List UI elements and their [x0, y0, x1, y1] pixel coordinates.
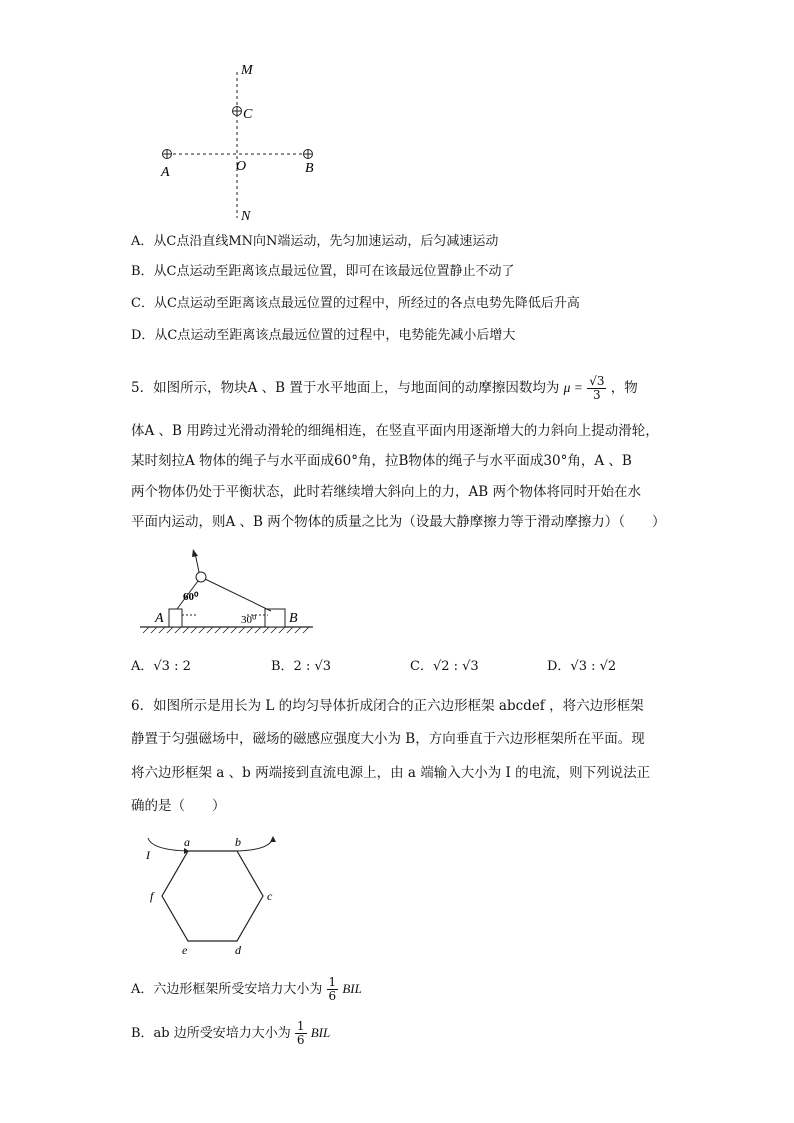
- q5-line1: [131, 375, 638, 402]
- label-vertex-b: b: [235, 835, 241, 849]
- q6-line2: 静置于匀强磁场中，磁场的磁感应强度大小为 B，方向垂直于六边形框架所在平面。现: [131, 731, 645, 747]
- block-a: [169, 609, 182, 627]
- q5-line4: 两个物体仍处于平衡状态，此时若继续增大斜向上的力，AB 两个物体将同时开始在水: [131, 484, 641, 500]
- q6-option-b-fraction: [295, 1020, 307, 1047]
- label-vertex-e: e: [182, 943, 188, 955]
- charge-b-icon: [304, 150, 313, 159]
- q5-line5: 平面内运动，则A 、B 两个物体的质量之比为（设最大静摩擦力等于滑动摩擦力）（ ）: [131, 514, 666, 530]
- label-vertex-d: d: [235, 943, 241, 955]
- q6-option-b-text: B．ab 边所受安培力大小为: [131, 1026, 291, 1041]
- q5-option-d: D．√3 : √2: [547, 659, 617, 674]
- label-n: N: [241, 209, 251, 224]
- mu-fraction: [587, 375, 606, 402]
- current-out-arrow-icon: [270, 836, 276, 842]
- q6-b-denominator: 6: [296, 1033, 305, 1047]
- mu-numerator: √3: [589, 374, 605, 388]
- q6-line1: 6．如图所示是用长为 L 的均匀导体折成闭合的正六边形框架 abcdef ，将六边形框架: [131, 698, 644, 714]
- q5-line3: 某时刻拉A 物体的绳子与水平面成60°角，拉B物体的绳子与水平面成30°角，A 、B: [131, 453, 632, 469]
- q5-line1-end: ，物: [610, 380, 638, 396]
- q6-b-numerator: 1: [296, 1019, 305, 1033]
- hexagon-frame: [162, 851, 263, 941]
- label-o: O: [236, 159, 247, 174]
- figure-pulley: [135, 545, 320, 635]
- q5-option-c: C．√2 : √3: [410, 659, 479, 674]
- angle-60: 60⁰: [183, 591, 199, 603]
- q6-line4: 确的是（ ）: [131, 798, 226, 814]
- label-block-a: A: [155, 611, 164, 626]
- label-c: C: [243, 107, 253, 122]
- q5-option-b: B．2 : √3: [271, 659, 332, 674]
- label-block-b: B: [289, 611, 298, 626]
- q5-line1-text: 5．如图所示，物块A 、B 置于水平地面上，与地面间的动摩擦因数均为: [131, 380, 560, 396]
- label-vertex-a: a: [184, 835, 190, 849]
- pulley-icon: [196, 572, 206, 582]
- mu-denominator: 3: [593, 388, 601, 402]
- figure-charges: [150, 58, 330, 228]
- q6-a-denominator: 6: [328, 989, 337, 1003]
- label-m: M: [241, 63, 253, 78]
- q4-option-c: C．从C点运动至距离该点最远位置的过程中，所经过的各点电势先降低后升高: [131, 296, 580, 311]
- angle-30: 30⁰: [241, 614, 257, 626]
- label-vertex-f: f: [150, 889, 154, 903]
- label-vertex-c: c: [267, 889, 273, 903]
- q6-option-a-fraction: [327, 976, 339, 1003]
- q6-option-a-text: A．六边形框架所受安培力大小为: [131, 982, 323, 997]
- block-b: [265, 609, 285, 627]
- q6-line3: 将六边形框架 a 、b 两端接到直流电源上，由 a 端输入大小为 I 的电流，则下列说法正: [131, 765, 651, 781]
- label-current: I: [146, 848, 150, 862]
- q6-option-b: [131, 1020, 330, 1047]
- mu-symbol: μ =: [563, 380, 583, 395]
- q4-option-a: A．从C点沿直线MN向N端运动，先匀加速运动，后匀减速运动: [131, 234, 499, 249]
- q6-option-a: [131, 976, 362, 1003]
- label-a: A: [161, 165, 170, 180]
- q6-option-a-expr: BIL: [342, 981, 362, 996]
- charge-a-icon: [163, 150, 172, 159]
- q4-option-b: B．从C点运动至距离该点最远位置，即可在该最远位置静止不动了: [131, 264, 515, 279]
- q6-option-b-expr: BIL: [310, 1025, 331, 1040]
- q5-line2: 体A 、B 用跨过光滑动滑轮的细绳相连，在竖直平面内用逐渐增大的力斜向上提动滑轮，: [131, 423, 659, 439]
- q4-option-d: D．从C点运动至距离该点最远位置的过程中，电势能先减小后增大: [131, 328, 516, 343]
- charge-c-icon: [233, 107, 242, 116]
- q6-a-numerator: 1: [328, 975, 337, 989]
- force-arrow-icon: [192, 549, 198, 557]
- label-b: B: [305, 161, 314, 176]
- figure-hexagon: [140, 830, 290, 955]
- q5-option-a: A．√3 : 2: [131, 659, 191, 674]
